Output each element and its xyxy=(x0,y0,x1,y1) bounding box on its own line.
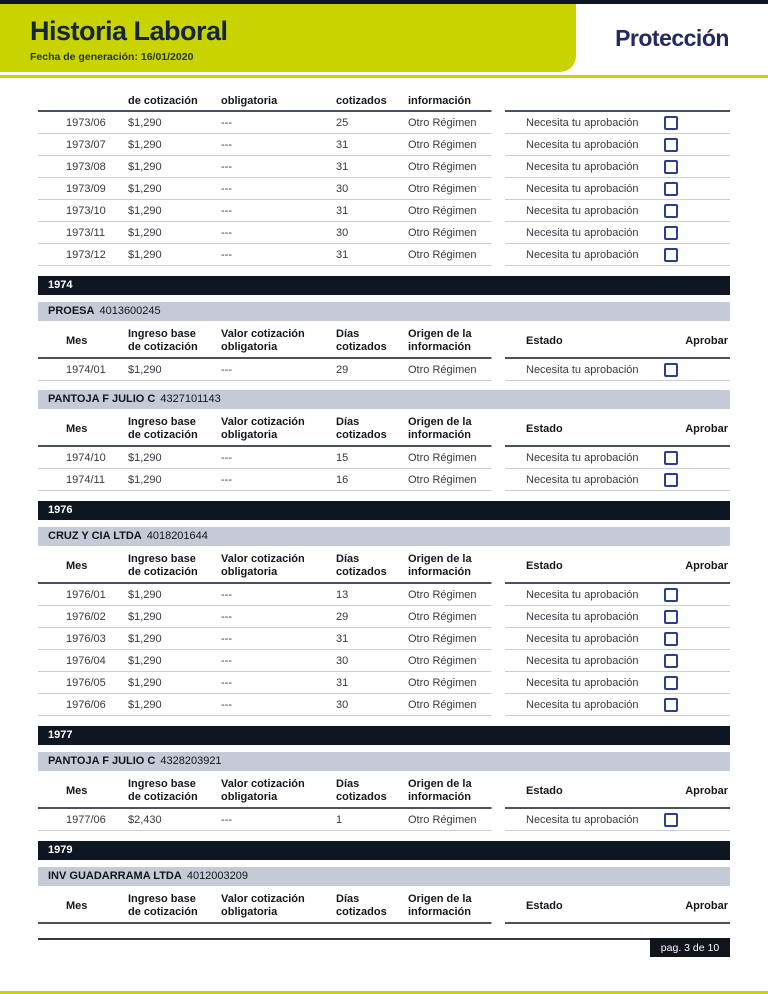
cell-valor-cotizacion: --- xyxy=(221,451,232,464)
cell-dias-cotizados: 31 xyxy=(336,676,349,689)
footer-rule xyxy=(38,938,650,940)
cell-estado: Necesita tu aprobación xyxy=(526,248,639,261)
cell-estado: Necesita tu aprobación xyxy=(526,451,639,464)
cell-origen-informacion: Otro Régimen xyxy=(408,632,477,645)
column-header-line1: Mes xyxy=(66,899,88,912)
approve-checkbox[interactable] xyxy=(664,588,678,602)
table-row xyxy=(38,809,730,830)
column-header-line2: cotizados xyxy=(336,429,387,441)
cell-ingreso-base: $1,290 xyxy=(128,160,162,173)
approve-checkbox[interactable] xyxy=(664,676,678,690)
cell-valor-cotizacion: --- xyxy=(221,248,232,261)
column-header-origen-informacion xyxy=(408,778,526,804)
cell-ingreso-base: $1,290 xyxy=(128,248,162,261)
column-header-line1: Aprobar xyxy=(685,784,728,797)
approve-checkbox[interactable] xyxy=(664,182,678,196)
column-header-line1: Aprobar xyxy=(685,334,728,347)
table-header-row xyxy=(38,92,730,110)
cell-aprobar xyxy=(661,204,730,218)
column-header-line2: obligatoria xyxy=(221,95,278,107)
cell-mes: 1976/06 xyxy=(66,698,106,711)
table-row xyxy=(38,222,730,243)
column-header-line1: Ingreso base xyxy=(128,328,196,340)
cell-valor-cotizacion: --- xyxy=(221,160,232,173)
cell-origen-informacion: Otro Régimen xyxy=(408,654,477,667)
cell-mes: 1976/02 xyxy=(66,610,106,623)
employer-id: 4012003209 xyxy=(186,870,249,882)
column-header-mes xyxy=(38,900,128,913)
cell-mes: 1973/10 xyxy=(66,204,106,217)
employer-id: 4328203921 xyxy=(160,755,222,767)
column-header-origen-informacion xyxy=(408,893,526,919)
column-header-dias-cotizados xyxy=(336,553,408,579)
cell-ingreso-base: $1,290 xyxy=(128,676,162,689)
column-header-line1: Mes xyxy=(66,784,88,797)
table-row xyxy=(38,112,730,133)
column-header-line1: Estado xyxy=(526,559,563,572)
employer-id: 4018201644 xyxy=(146,530,208,542)
column-header-line2: información xyxy=(408,341,471,353)
cell-dias-cotizados: 31 xyxy=(336,204,349,217)
row-divider xyxy=(38,265,730,266)
column-header-ingreso-base xyxy=(128,893,221,919)
column-header-line2: cotizados xyxy=(336,95,387,107)
table-row xyxy=(38,200,730,221)
cell-aprobar xyxy=(661,248,730,262)
column-header-line1: Aprobar xyxy=(685,559,728,572)
column-header-line1: Origen de la xyxy=(408,778,472,790)
table-row xyxy=(38,584,730,605)
cell-mes: 1974/11 xyxy=(66,473,105,486)
cell-dias-cotizados: 16 xyxy=(336,473,349,486)
cell-valor-cotizacion: --- xyxy=(221,676,232,689)
employer-name: PROESA xyxy=(48,305,95,317)
column-header-mes xyxy=(38,335,128,348)
row-divider xyxy=(38,490,730,491)
cell-ingreso-base: $1,290 xyxy=(128,204,162,217)
cell-ingreso-base: $1,290 xyxy=(128,182,162,195)
approve-checkbox[interactable] xyxy=(664,813,678,827)
cell-aprobar xyxy=(661,451,730,465)
column-header-line1: Estado xyxy=(526,784,563,797)
cell-valor-cotizacion: --- xyxy=(221,116,232,129)
cell-mes: 1976/04 xyxy=(66,654,106,667)
cell-valor-cotizacion: --- xyxy=(221,363,232,376)
column-header-line1: Origen de la xyxy=(408,893,472,905)
table-row xyxy=(38,628,730,649)
cell-dias-cotizados: 30 xyxy=(336,182,349,195)
cell-origen-informacion: Otro Régimen xyxy=(408,610,477,623)
cell-origen-informacion: Otro Régimen xyxy=(408,588,477,601)
cell-ingreso-base: $1,290 xyxy=(128,610,162,623)
cell-estado: Necesita tu aprobación xyxy=(526,363,639,376)
employer-name: PANTOJA F JULIO C xyxy=(48,393,156,405)
column-header-valor-cotizacion xyxy=(221,778,336,804)
column-header-origen-informacion xyxy=(408,553,526,579)
cell-origen-informacion: Otro Régimen xyxy=(408,116,477,129)
cell-aprobar xyxy=(661,160,730,174)
table-header-row xyxy=(38,549,730,582)
column-header-line1: Ingreso base xyxy=(128,416,196,428)
cell-origen-informacion: Otro Régimen xyxy=(408,813,477,826)
approve-checkbox[interactable] xyxy=(664,226,678,240)
cell-valor-cotizacion: --- xyxy=(221,632,232,645)
table-row xyxy=(38,650,730,671)
column-header-aprobar xyxy=(661,785,730,798)
proteccion-logo: Protección xyxy=(615,24,729,51)
cell-mes: 1973/06 xyxy=(66,116,106,129)
column-header-line2: cotizados xyxy=(336,566,387,578)
column-header-dias-cotizados xyxy=(336,328,408,354)
column-header-line2: obligatoria xyxy=(221,429,278,441)
column-header-line2: obligatoria xyxy=(221,341,278,353)
cell-valor-cotizacion: --- xyxy=(221,813,232,826)
employer-name: PANTOJA F JULIO C xyxy=(48,755,156,767)
cell-valor-cotizacion: --- xyxy=(221,698,232,711)
column-header-line1: Mes xyxy=(66,559,88,572)
employer-header xyxy=(38,527,730,546)
column-header-line2: información xyxy=(408,95,471,107)
cell-valor-cotizacion: --- xyxy=(221,473,232,486)
cell-mes: 1973/09 xyxy=(66,182,106,195)
cell-dias-cotizados: 30 xyxy=(336,654,349,667)
column-header-line1: Mes xyxy=(66,334,88,347)
cell-estado: Necesita tu aprobación xyxy=(526,138,639,151)
column-header-line1: Aprobar xyxy=(685,422,728,435)
cell-dias-cotizados: 29 xyxy=(336,363,349,376)
table-row xyxy=(38,447,730,468)
cell-ingreso-base: $1,290 xyxy=(128,138,162,151)
column-header-line1: Ingreso base xyxy=(128,893,196,905)
column-header-line1: Valor cotización xyxy=(221,328,305,340)
generation-date: Fecha de generación: 16/01/2020 xyxy=(30,51,194,63)
approve-checkbox[interactable] xyxy=(664,204,678,218)
column-header-dias-cotizados xyxy=(336,778,408,804)
cell-mes: 1974/10 xyxy=(66,451,106,464)
column-header-line1: Ingreso base xyxy=(128,553,196,565)
cell-estado: Necesita tu aprobación xyxy=(526,473,639,486)
employer-header xyxy=(38,302,730,321)
column-header-line1: Días xyxy=(336,416,360,428)
column-header-line2: de cotización xyxy=(128,791,198,803)
cell-estado: Necesita tu aprobación xyxy=(526,813,639,826)
column-header-line2: información xyxy=(408,566,471,578)
cell-ingreso-base: $1,290 xyxy=(128,226,162,239)
row-divider xyxy=(38,830,730,831)
cell-ingreso-base: $1,290 xyxy=(128,588,162,601)
column-header-mes xyxy=(38,560,128,573)
column-header-line2: cotizados xyxy=(336,341,387,353)
cell-dias-cotizados: 30 xyxy=(336,226,349,239)
column-header-line1: Días xyxy=(336,893,360,905)
column-header-line2: información xyxy=(408,906,471,918)
column-header-ingreso-base xyxy=(128,778,221,804)
cell-dias-cotizados: 25 xyxy=(336,116,349,129)
column-header-line1: Valor cotización xyxy=(221,553,305,565)
column-header-line1: Estado xyxy=(526,899,563,912)
column-header-line1: Valor cotización xyxy=(221,893,305,905)
cell-valor-cotizacion: --- xyxy=(221,588,232,601)
cell-valor-cotizacion: --- xyxy=(221,654,232,667)
year-header: 1974 xyxy=(38,276,730,295)
cell-origen-informacion: Otro Régimen xyxy=(408,363,477,376)
approve-checkbox[interactable] xyxy=(664,610,678,624)
column-header-dias-cotizados xyxy=(336,95,408,108)
column-header-line1: Estado xyxy=(526,334,563,347)
column-header-line1: Valor cotización xyxy=(221,778,305,790)
column-header-ingreso-base xyxy=(128,416,221,442)
cell-valor-cotizacion: --- xyxy=(221,226,232,239)
cell-estado: Necesita tu aprobación xyxy=(526,676,639,689)
cell-aprobar xyxy=(661,610,730,624)
column-header-line1: Valor cotización xyxy=(221,416,305,428)
cell-origen-informacion: Otro Régimen xyxy=(408,138,477,151)
year-header: 1977 xyxy=(38,726,730,745)
approve-checkbox[interactable] xyxy=(664,632,678,646)
column-header-valor-cotizacion xyxy=(221,95,336,108)
page-title: Historia Laboral xyxy=(30,16,228,46)
cell-mes: 1974/01 xyxy=(66,363,106,376)
cell-estado: Necesita tu aprobación xyxy=(526,226,639,239)
column-header-line2: obligatoria xyxy=(221,566,278,578)
column-header-origen-informacion xyxy=(408,328,526,354)
cell-origen-informacion: Otro Régimen xyxy=(408,226,477,239)
employer-name: INV GUADARRAMA LTDA xyxy=(48,870,182,882)
table-header-row xyxy=(38,889,730,922)
page-number-badge: pag. 3 de 10 xyxy=(650,938,730,957)
cell-mes: 1973/12 xyxy=(66,248,106,261)
cell-aprobar xyxy=(661,226,730,240)
cell-ingreso-base: $2,430 xyxy=(128,813,162,826)
column-header-origen-informacion xyxy=(408,95,526,108)
column-header-ingreso-base xyxy=(128,95,221,108)
approve-checkbox[interactable] xyxy=(664,116,678,130)
approve-checkbox[interactable] xyxy=(664,473,678,487)
column-header-estado xyxy=(526,900,661,913)
column-header-aprobar xyxy=(661,423,730,436)
cell-mes: 1973/11 xyxy=(66,226,105,239)
table-header-row xyxy=(38,774,730,807)
approve-checkbox[interactable] xyxy=(664,138,678,152)
column-header-line2: de cotización xyxy=(128,341,198,353)
cell-valor-cotizacion: --- xyxy=(221,204,232,217)
column-header-aprobar xyxy=(661,560,730,573)
cell-aprobar xyxy=(661,363,730,377)
labor-history-table xyxy=(38,92,730,924)
column-header-line1: Origen de la xyxy=(408,328,472,340)
table-row xyxy=(38,469,730,490)
cell-origen-informacion: Otro Régimen xyxy=(408,473,477,486)
column-header-line1: Origen de la xyxy=(408,416,472,428)
column-header-origen-informacion xyxy=(408,416,526,442)
cell-estado: Necesita tu aprobación xyxy=(526,698,639,711)
column-header-valor-cotizacion xyxy=(221,893,336,919)
cell-valor-cotizacion: --- xyxy=(221,182,232,195)
cell-estado: Necesita tu aprobación xyxy=(526,654,639,667)
cell-aprobar xyxy=(661,632,730,646)
header-yellow-band xyxy=(0,4,576,72)
column-header-line2: cotizados xyxy=(336,906,387,918)
cell-dias-cotizados: 1 xyxy=(336,813,343,826)
year-header: 1976 xyxy=(38,501,730,520)
cell-estado: Necesita tu aprobación xyxy=(526,160,639,173)
column-header-line2: de cotización xyxy=(128,95,198,107)
approve-checkbox[interactable] xyxy=(664,654,678,668)
column-header-line2: cotizados xyxy=(336,791,387,803)
column-header-dias-cotizados xyxy=(336,416,408,442)
column-header-ingreso-base xyxy=(128,328,221,354)
column-header-line2: de cotización xyxy=(128,429,198,441)
employer-name: CRUZ Y CIA LTDA xyxy=(48,530,142,542)
cell-origen-informacion: Otro Régimen xyxy=(408,451,477,464)
cell-ingreso-base: $1,290 xyxy=(128,632,162,645)
cell-origen-informacion: Otro Régimen xyxy=(408,676,477,689)
table-row xyxy=(38,359,730,380)
cell-mes: 1973/07 xyxy=(66,138,106,151)
column-header-mes xyxy=(38,423,128,436)
column-header-aprobar xyxy=(661,900,730,913)
cell-ingreso-base: $1,290 xyxy=(128,116,162,129)
column-header-estado xyxy=(526,423,661,436)
table-row xyxy=(38,672,730,693)
approve-checkbox[interactable] xyxy=(664,451,678,465)
column-header-valor-cotizacion xyxy=(221,553,336,579)
cell-aprobar xyxy=(661,473,730,487)
cell-aprobar xyxy=(661,698,730,712)
cell-dias-cotizados: 30 xyxy=(336,698,349,711)
cell-estado: Necesita tu aprobación xyxy=(526,182,639,195)
table-row xyxy=(38,606,730,627)
column-header-mes xyxy=(38,785,128,798)
cell-origen-informacion: Otro Régimen xyxy=(408,248,477,261)
cell-dias-cotizados: 13 xyxy=(336,588,349,601)
cell-estado: Necesita tu aprobación xyxy=(526,632,639,645)
approve-checkbox[interactable] xyxy=(664,248,678,262)
cell-mes: 1973/08 xyxy=(66,160,106,173)
cell-origen-informacion: Otro Régimen xyxy=(408,182,477,195)
table-row xyxy=(38,694,730,715)
column-header-line2: obligatoria xyxy=(221,906,278,918)
header-divider-line xyxy=(0,75,768,78)
employer-id: 4327101143 xyxy=(160,393,221,405)
row-divider xyxy=(38,380,730,381)
cell-estado: Necesita tu aprobación xyxy=(526,588,639,601)
cell-ingreso-base: $1,290 xyxy=(128,363,162,376)
column-header-estado xyxy=(526,335,661,348)
column-header-line2: de cotización xyxy=(128,906,198,918)
column-header-line2: obligatoria xyxy=(221,791,278,803)
column-header-estado xyxy=(526,560,661,573)
cell-aprobar xyxy=(661,813,730,827)
cell-aprobar xyxy=(661,182,730,196)
cell-mes: 1976/03 xyxy=(66,632,106,645)
approve-checkbox[interactable] xyxy=(664,698,678,712)
row-divider xyxy=(38,715,730,716)
cell-ingreso-base: $1,290 xyxy=(128,654,162,667)
column-header-line1: Mes xyxy=(66,422,88,435)
brand-area xyxy=(576,4,768,72)
employer-header xyxy=(38,390,730,409)
employer-id: 4013600245 xyxy=(99,305,161,317)
employer-header xyxy=(38,867,730,886)
cell-mes: 1976/05 xyxy=(66,676,106,689)
table-header-row xyxy=(38,412,730,445)
cell-dias-cotizados: 31 xyxy=(336,632,349,645)
column-header-line1: Aprobar xyxy=(685,899,728,912)
table-row xyxy=(38,134,730,155)
column-header-line2: de cotización xyxy=(128,566,198,578)
column-header-dias-cotizados xyxy=(336,893,408,919)
table-row xyxy=(38,244,730,265)
column-header-line1: Origen de la xyxy=(408,553,472,565)
table-row xyxy=(38,178,730,199)
cell-estado: Necesita tu aprobación xyxy=(526,610,639,623)
cell-ingreso-base: $1,290 xyxy=(128,698,162,711)
column-header-ingreso-base xyxy=(128,553,221,579)
column-header-line1: Días xyxy=(336,778,360,790)
table-row xyxy=(38,156,730,177)
table-header-row xyxy=(38,324,730,357)
column-header-valor-cotizacion xyxy=(221,416,336,442)
cell-estado: Necesita tu aprobación xyxy=(526,204,639,217)
cell-aprobar xyxy=(661,654,730,668)
cell-mes: 1976/01 xyxy=(66,588,106,601)
column-header-valor-cotizacion xyxy=(221,328,336,354)
column-header-line1: Días xyxy=(336,328,360,340)
column-header-line1: Días xyxy=(336,553,360,565)
cell-ingreso-base: $1,290 xyxy=(128,451,162,464)
cell-valor-cotizacion: --- xyxy=(221,610,232,623)
approve-checkbox[interactable] xyxy=(664,160,678,174)
cell-mes: 1977/06 xyxy=(66,813,106,826)
column-header-line2: información xyxy=(408,791,471,803)
cell-origen-informacion: Otro Régimen xyxy=(408,160,477,173)
column-header-line2: información xyxy=(408,429,471,441)
column-header-aprobar xyxy=(661,335,730,348)
cell-dias-cotizados: 15 xyxy=(336,451,349,464)
column-header-estado xyxy=(526,785,661,798)
cell-valor-cotizacion: --- xyxy=(221,138,232,151)
cell-dias-cotizados: 31 xyxy=(336,248,349,261)
column-header-line1: Estado xyxy=(526,422,563,435)
year-header: 1979 xyxy=(38,841,730,860)
employer-header xyxy=(38,752,730,771)
cell-dias-cotizados: 31 xyxy=(336,138,349,151)
cell-origen-informacion: Otro Régimen xyxy=(408,698,477,711)
cell-dias-cotizados: 31 xyxy=(336,160,349,173)
cell-ingreso-base: $1,290 xyxy=(128,473,162,486)
cell-aprobar xyxy=(661,588,730,602)
cell-estado: Necesita tu aprobación xyxy=(526,116,639,129)
approve-checkbox[interactable] xyxy=(664,363,678,377)
cell-aprobar xyxy=(661,138,730,152)
cell-origen-informacion: Otro Régimen xyxy=(408,204,477,217)
column-header-line1: Ingreso base xyxy=(128,778,196,790)
cell-aprobar xyxy=(661,676,730,690)
header-underline xyxy=(38,922,730,924)
cell-dias-cotizados: 29 xyxy=(336,610,349,623)
cell-aprobar xyxy=(661,116,730,130)
